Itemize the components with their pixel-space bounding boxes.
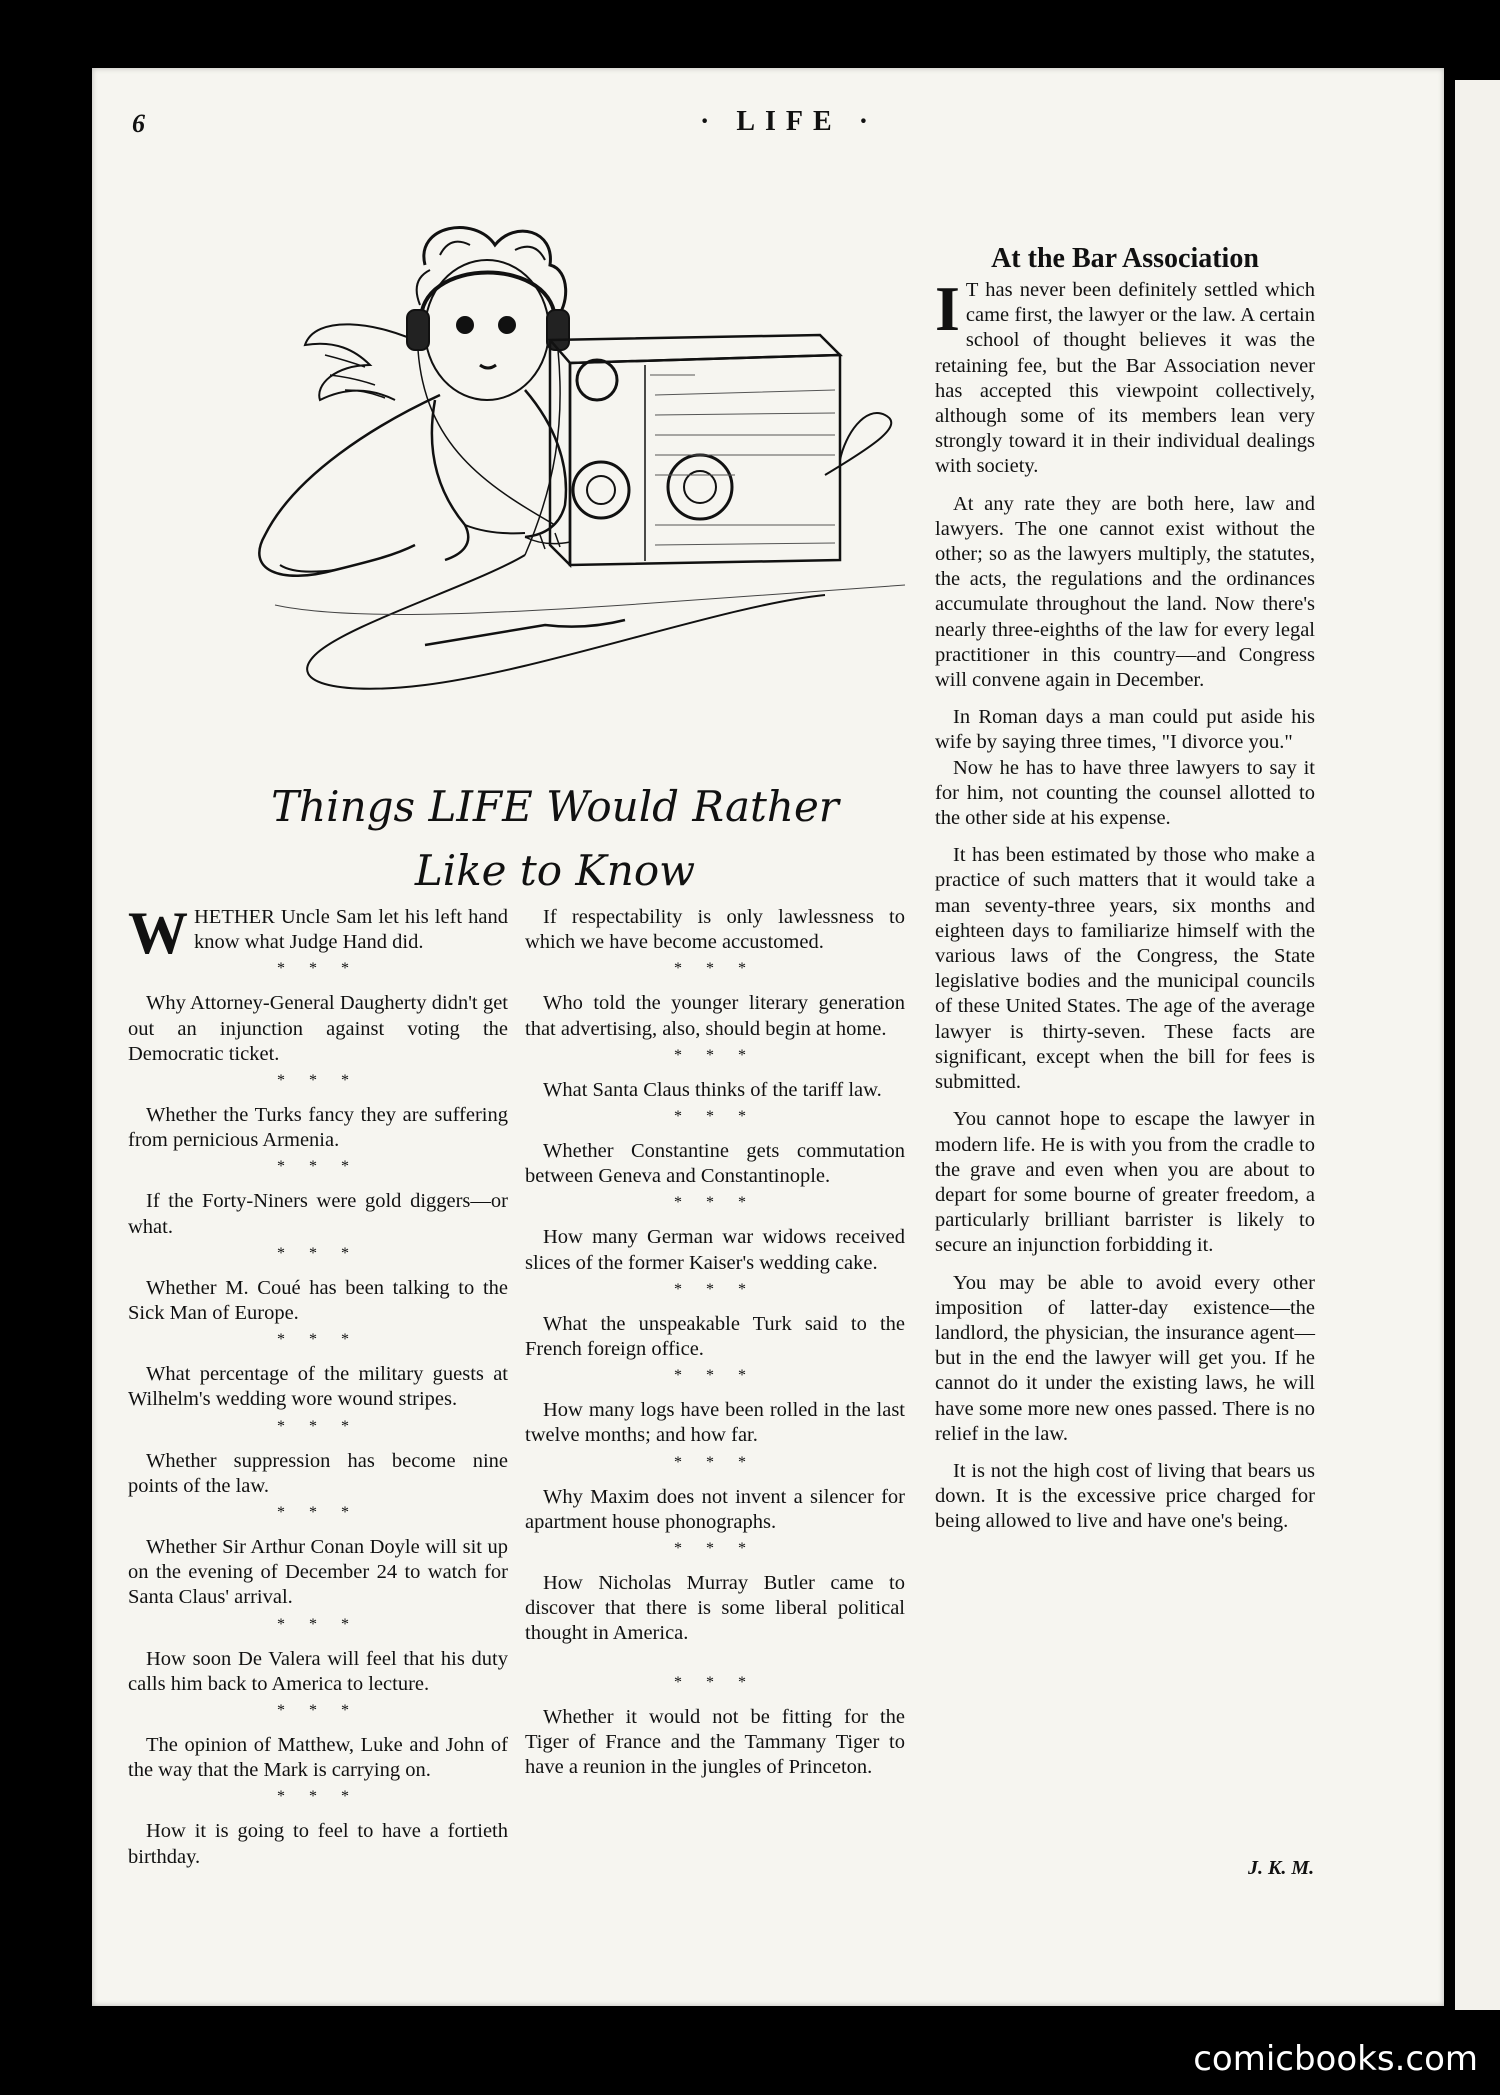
running-head: · LIFE · — [700, 106, 879, 137]
list-item: The opinion of Matthew, Luke and John of the way that the Mark is carrying on. — [128, 1734, 508, 1782]
watermark: comicbooks.com — [1193, 2039, 1478, 2079]
list-item: How soon De Valera will feel that his duty calls him back to America to lecture. — [128, 1647, 508, 1695]
separator: * * * — [674, 1280, 756, 1298]
left-article-column-1 — [128, 900, 508, 1870]
list-item: Whether Sir Arthur Conan Doyle will sit up on the evening of December 24 to watch for Santa Claus' arrival. — [128, 1536, 508, 1609]
separator: * * * — [674, 1540, 756, 1558]
separator: * * * — [277, 1331, 359, 1349]
list-item: If the Forty-Niners were gold diggers—or what. — [128, 1190, 508, 1238]
cherub-with-radio-headphones-icon — [225, 225, 985, 785]
separator: * * * — [277, 1244, 359, 1262]
list-item: What Santa Claus thinks of the tariff law. — [543, 1078, 882, 1101]
list-item: How it is going to feel to have a fortieth birthday. — [128, 1820, 508, 1868]
separator: * * * — [674, 960, 756, 978]
separator: * * * — [277, 1504, 359, 1522]
headline — [255, 775, 855, 903]
separator: * * * — [674, 1367, 756, 1385]
list-item: Who told the younger literary generation that advertising, also, should begin at home. — [525, 992, 905, 1040]
headline-line-1: Things LIFE Would Rather — [271, 782, 839, 831]
separator: * * * — [277, 960, 359, 978]
right-article-column — [935, 273, 1315, 1535]
separator: * * * — [277, 1788, 359, 1806]
dropcap: I — [935, 273, 960, 344]
separator: * * * — [674, 1453, 756, 1471]
left-article-column-2 — [525, 905, 905, 1780]
article-paragraph: Now he has to have three lawyers to say it for him, not counting the counsel allotted to the other side at his expense. — [935, 756, 1315, 830]
separator: * * * — [674, 1194, 756, 1212]
article-paragraph: I T has never been definitely settled which came first, the lawyer or the law. A certain school of thought believes it was the retaining fee, but the Bar Association never has accepted this viewpoint collectively, although some of its members lean very strongly toward it in their individual dealings with society. — [935, 273, 1315, 478]
author-signature: J. K. M. — [1248, 1857, 1315, 1879]
list-item: Whether M. Coué has been talking to the Sick Man of Europe. — [128, 1276, 508, 1325]
facing-page-edge — [1455, 80, 1500, 2010]
article-paragraph: In Roman days a man could put aside his wife by saying three times, "I divorce you." — [935, 706, 1315, 754]
list-item: How Nicholas Murray Butler came to discover that there is some liberal political thought in America. — [525, 1572, 905, 1645]
list-item: Whether it would not be fitting for the Tiger of France and the Tammany Tiger to have a reunion in the jungles of Princeton. — [525, 1705, 905, 1779]
list-item: What the unspeakable Turk said to the French foreign office. — [525, 1312, 905, 1361]
article-paragraph: It is not the high cost of living that bears us down. It is the excessive price charged for being allowed to live and have one's being. — [935, 1459, 1315, 1533]
list-item: How many German war widows received slices of the former Kaiser's wedding cake. — [525, 1226, 905, 1274]
separator: * * * — [674, 1108, 756, 1126]
article-paragraph: It has been estimated by those who make a practice of such matters that it would take a man seventy-three years, six months and eighteen days to familiarize himself with the various laws of the Congress, the State legislative bodies and the municipal councils of these United States. The age of the average lawyer is thirty-seven. These facts are significant, except when the bill for fees is submitted. — [935, 844, 1315, 1094]
separator: * * * — [277, 1158, 359, 1176]
list-item: Whether Constantine gets commutation between Geneva and Constantinople. — [525, 1140, 905, 1188]
separator: * * * — [277, 1615, 359, 1633]
list-item: Why Attorney-General Daugherty didn't get out an injunction against voting the Democratic ticket. — [128, 992, 508, 1065]
separator: * * * — [674, 1046, 756, 1064]
headline-line-2: Like to Know — [414, 846, 696, 895]
list-item: Whether suppression has become nine points of the law. — [128, 1449, 508, 1497]
list-item: How many logs have been rolled in the last twelve months; and how far. — [525, 1399, 905, 1447]
list-item: Why Maxim does not invent a silencer for apartment house phonographs. — [525, 1485, 905, 1533]
separator: * * * — [674, 1673, 756, 1691]
separator: * * * — [277, 1417, 359, 1435]
article-title: At the Bar Association — [991, 243, 1259, 274]
dropcap: W — [128, 900, 188, 966]
article-paragraph: At any rate they are both here, law and lawyers. The one cannot exist without the other; so as the lawyers multiply, the statutes, the acts, the regulations and the ordinances accumulate throughout the land. Now there's nearly three-eighths of the law for every legal practitioner in this country—and Congress will convene again in December. — [935, 492, 1315, 692]
list-item: What percentage of the military guests at Wilhelm's wedding wore wound stripes. — [128, 1363, 508, 1411]
separator: * * * — [277, 1072, 359, 1090]
page-number: 6 — [132, 109, 145, 138]
article-paragraph: You cannot hope to escape the lawyer in modern life. He is with you from the cradle to the grave and even when you are about to depart for some bourne of greater freedom, a particularly brilliant barrister is likely to secure an injunction forbidding it. — [935, 1108, 1315, 1257]
separator: * * * — [277, 1702, 359, 1720]
article-paragraph: You may be able to avoid every other imposition of latter-day existence—the landlord, the physician, the insurance agent—but in the end the lawyer will get you. If he cannot do it under the existing laws, he will have some more new ones passed. There is no relief in the law. — [935, 1271, 1315, 1445]
list-item: WHETHER Uncle Sam let his left hand know what Judge Hand did. — [128, 900, 508, 966]
list-item: If respectability is only lawlessness to which we have become accustomed. — [525, 906, 905, 954]
list-item: Whether the Turks fancy they are suffering from pernicious Armenia. — [128, 1104, 508, 1152]
